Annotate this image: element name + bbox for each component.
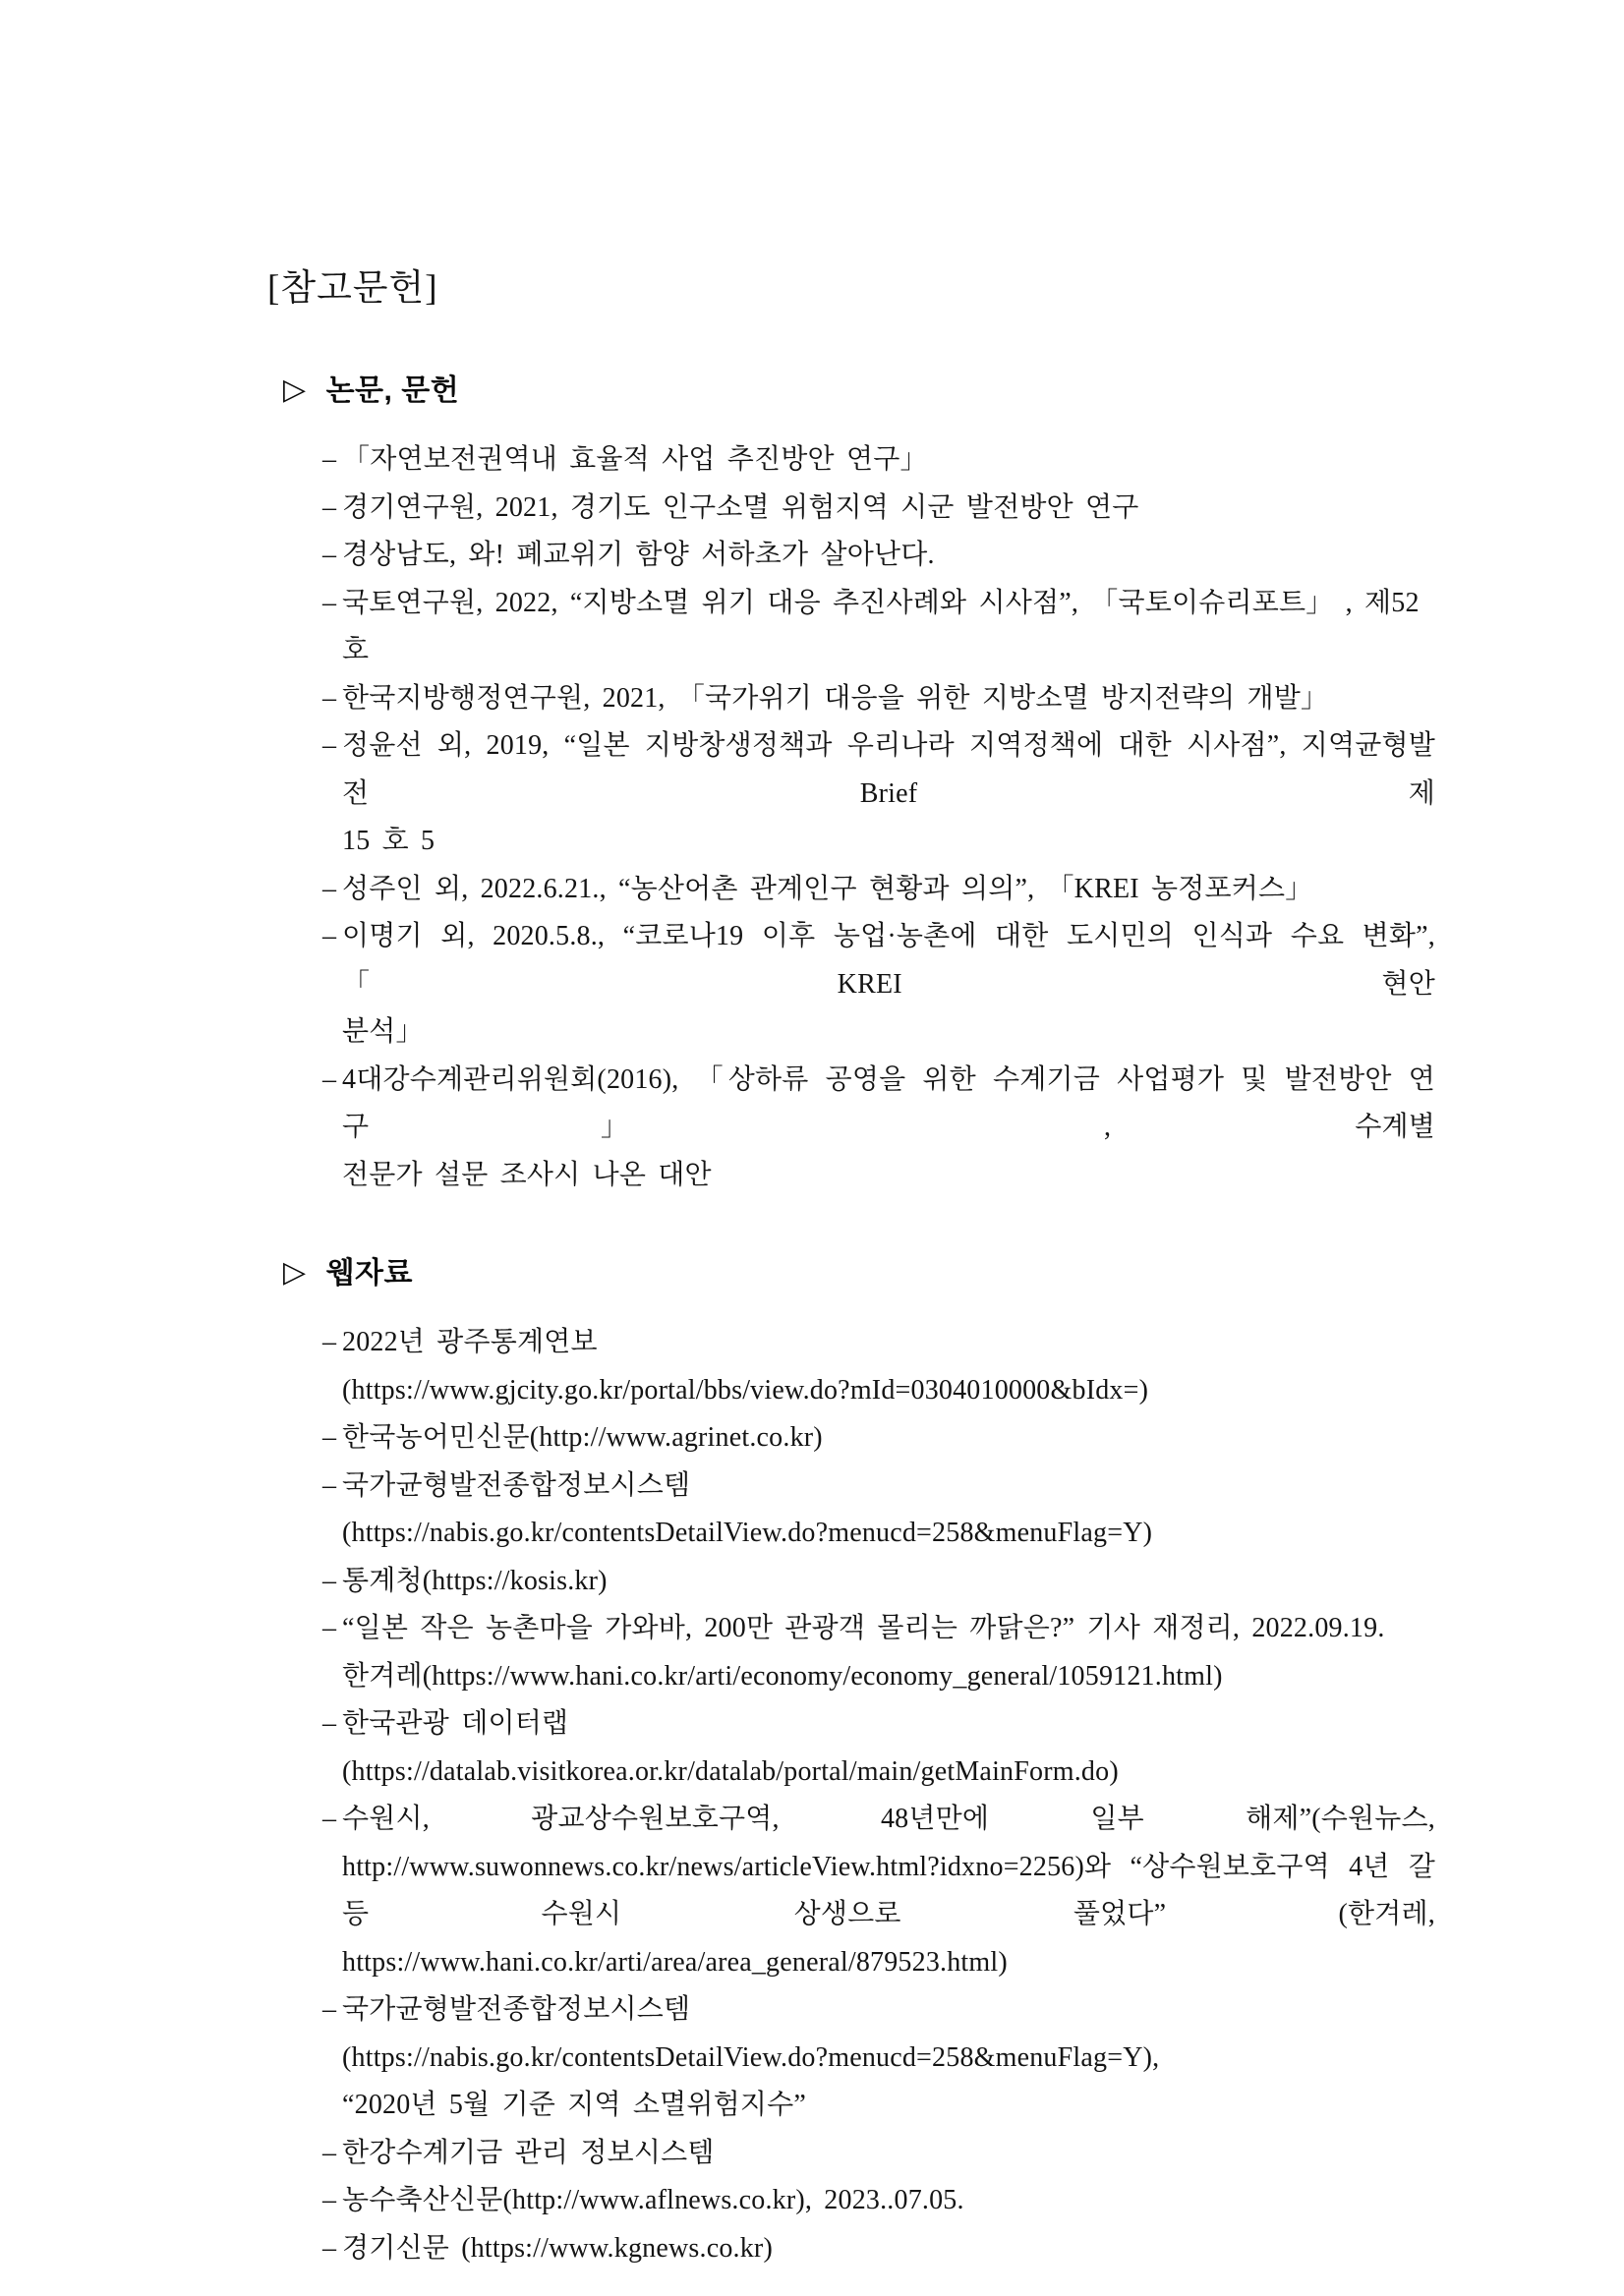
- reference-line: 분석」: [342, 1016, 424, 1047]
- reference-line: https://www.hani.co.kr/arti/area/area_general/879523.html): [342, 1946, 1008, 1978]
- reference-line: (https://www.gjcity.go.kr/portal/bbs/view.do?mId=0304010000&bIdx=): [342, 1374, 1149, 1406]
- triangle-marker-icon: ▷: [283, 1256, 307, 1289]
- reference-item: [322, 2130, 1435, 2178]
- dash-bullet: –: [322, 491, 337, 523]
- reference-item: [322, 1414, 1435, 1463]
- reference-line: (https://nabis.go.kr/contentsDetailView.do?menucd=258&menuFlag=Y): [342, 1518, 1153, 1548]
- dash-bullet: –: [322, 1613, 337, 1643]
- page-title: [참고문헌]: [267, 268, 438, 309]
- reference-list: [322, 436, 1435, 1199]
- reference-line: 경기신문 (https://www.kgnews.co.kr): [342, 2232, 773, 2264]
- reference-item: [322, 913, 1435, 1057]
- reference-item: [322, 1558, 1435, 1606]
- dash-bullet: –: [322, 540, 337, 570]
- reference-line: 국가균형발전종합정보시스템: [342, 1469, 691, 1501]
- reference-line: 4대강수계관리위원회(2016), 「상하류 공영을 위한 수계기금 사업평가 및 발전방안 연구」 , 수계별: [342, 1063, 1435, 1142]
- reference-line: 한국농어민신문(http://www.agrinet.co.kr): [342, 1422, 823, 1453]
- reference-sections: [0, 372, 1624, 2272]
- reference-line: 경상남도, 와! 폐교위기 함양 서하초가 살아난다.: [342, 540, 935, 570]
- reference-line: 「자연보전권역내 효율적 사업 추진방안 연구」: [342, 444, 928, 475]
- reference-item: [322, 580, 1435, 675]
- reference-list: [322, 1319, 1435, 2272]
- reference-item: [322, 722, 1435, 866]
- reference-line: 한겨레(https://www.hani.co.kr/arti/economy/economy_general/1059121.html): [342, 1660, 1223, 1692]
- reference-line: 통계청(https://kosis.kr): [342, 1565, 608, 1596]
- reference-line: (https://datalab.visitkorea.or.kr/datalab/portal/main/getMainForm.do): [342, 1755, 1119, 1787]
- reference-item: [322, 1057, 1435, 1200]
- reference-line: “일본 작은 농촌마을 가와바, 200만 관광객 몰리는 까닭은?” 기사 재정리, 2022.09.19.: [342, 1613, 1385, 1643]
- reference-line: 정윤선 외, 2019, “일본 지방창생정책과 우리나라 지역정책에 대한 시사점”, 지역균형발전 Brief 제: [342, 730, 1435, 809]
- dash-bullet: –: [322, 1063, 337, 1095]
- section-heading: [283, 372, 1624, 411]
- reference-item: [322, 2225, 1435, 2273]
- reference-line: 한국지방행정연구원, 2021, 「국가위기 대응을 위한 지방소멸 방지전략의 개발」: [342, 682, 1329, 714]
- section-heading-label: 논문, 문헌: [325, 374, 460, 407]
- reference-line: http://www.suwonnews.co.kr/news/articleView.html?idxno=2256)와 “상수원보호구역 4년 갈: [342, 1851, 1435, 1882]
- reference-line: 국가균형발전종합정보시스템: [342, 1994, 691, 2025]
- section-heading: [283, 1254, 1624, 1293]
- reference-line: 농수축산신문(http://www.aflnews.co.kr), 2023..07.05.: [342, 2185, 964, 2215]
- reference-line: 15 호 5: [342, 826, 435, 856]
- dash-bullet: –: [322, 1565, 337, 1596]
- reference-line: “2020년 5월 기준 지역 소멸위험지수”: [342, 2090, 807, 2120]
- reference-item: [322, 532, 1435, 580]
- dash-bullet: –: [322, 1327, 337, 1357]
- dash-bullet: –: [322, 1994, 337, 2025]
- dash-bullet: –: [322, 2185, 337, 2215]
- dash-bullet: –: [322, 1708, 337, 1739]
- reference-item: [322, 675, 1435, 723]
- dash-bullet: –: [322, 873, 337, 904]
- reference-line: 등 수원시 상생으로 풀었다” (한겨레,: [342, 1899, 1435, 1929]
- dash-bullet: –: [322, 1469, 337, 1501]
- reference-line: 성주인 외, 2022.6.21., “농산어촌 관계인구 현황과 의의”, 「KREI 농정포커스」: [342, 873, 1313, 904]
- dash-bullet: –: [322, 587, 337, 618]
- reference-line: 경기연구원, 2021, 경기도 인구소멸 위험지역 시군 발전방안 연구: [342, 491, 1139, 523]
- reference-line: 국토연구원, 2022, “지방소멸 위기 대응 추진사례와 시사점”, 「국토이슈리포트」 , 제52호: [342, 587, 1420, 665]
- reference-line: 한강수계기금 관리 정보시스템: [342, 2137, 715, 2168]
- reference-line: (https://nabis.go.kr/contentsDetailView.do?menucd=258&menuFlag=Y),: [342, 2041, 1160, 2073]
- reference-item: [322, 2177, 1435, 2225]
- reference-line: 전문가 설문 조사시 나온 대안: [342, 1159, 712, 1190]
- dash-bullet: –: [322, 730, 337, 761]
- reference-item: [322, 1319, 1435, 1414]
- dash-bullet: –: [322, 921, 337, 951]
- reference-item: [322, 1986, 1435, 2130]
- dash-bullet: –: [322, 2232, 337, 2264]
- reference-line: 이명기 외, 2020.5.8., “코로나19 이후 농업·농촌에 대한 도시민의 인식과 수요 변화”, 「KREI 현안: [342, 921, 1435, 1000]
- reference-item: [322, 436, 1435, 485]
- reference-line: 수원시, 광교상수원보호구역, 48년만에 일부 해제”(수원뉴스,: [342, 1804, 1435, 1834]
- reference-item: [322, 1605, 1435, 1700]
- reference-line: 2022년 광주통계연보: [342, 1327, 598, 1357]
- reference-item: [322, 1700, 1435, 1796]
- section-papers: [283, 372, 1624, 1199]
- dash-bullet: –: [322, 2137, 337, 2168]
- reference-line: 한국관광 데이터랩: [342, 1708, 569, 1739]
- reference-item: [322, 866, 1435, 914]
- reference-item: [322, 485, 1435, 533]
- dash-bullet: –: [322, 444, 337, 475]
- dash-bullet: –: [322, 1804, 337, 1834]
- section-heading-label: 웹자료: [325, 1257, 414, 1290]
- reference-item: [322, 1463, 1435, 1558]
- dash-bullet: –: [322, 1422, 337, 1453]
- dash-bullet: –: [322, 682, 337, 714]
- section-web: [283, 1254, 1624, 2272]
- triangle-marker-icon: ▷: [283, 373, 307, 406]
- reference-item: [322, 1796, 1435, 1986]
